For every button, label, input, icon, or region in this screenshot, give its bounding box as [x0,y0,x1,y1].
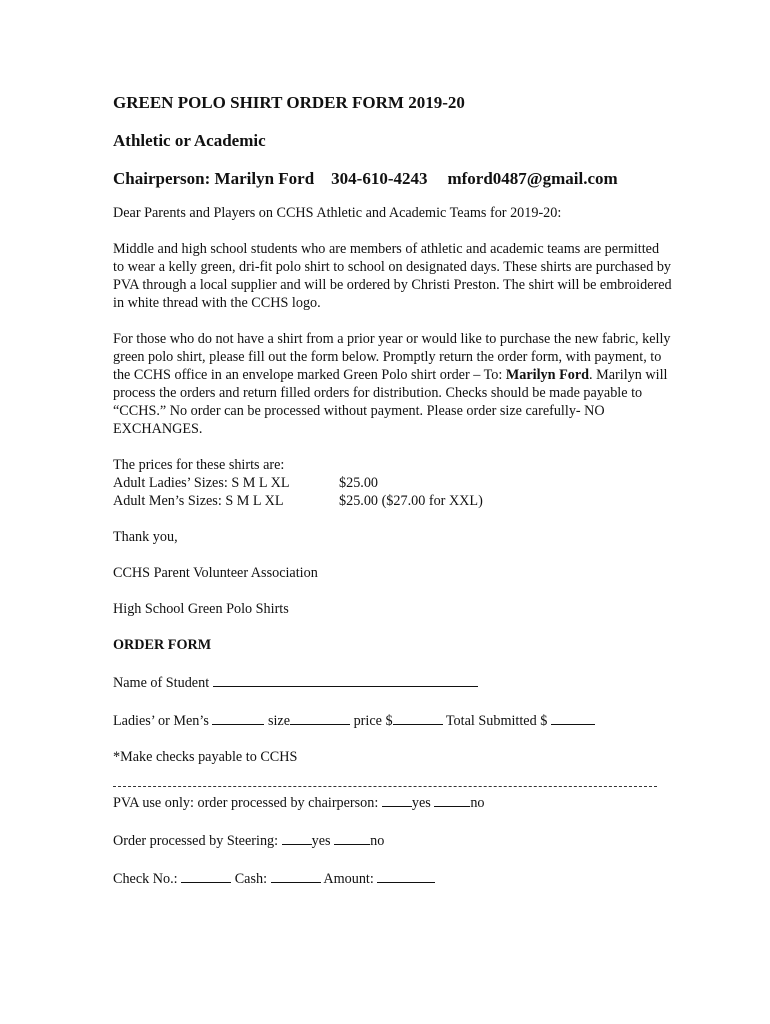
check-number-field[interactable] [181,868,231,883]
checks-note: *Make checks payable to CCHS [113,749,298,765]
price-value: $25.00 ($27.00 for XXL) [339,493,483,509]
price-value: $25.00 [339,475,379,491]
document-page [113,92,673,888]
form-subtitle: Athletic or Academic [113,131,266,150]
instructions-contact-name: Marilyn Ford [505,367,590,383]
cash-label: Cash: [234,871,268,887]
pva-yes-field[interactable] [382,792,412,807]
steering-yes-label: yes [311,833,331,849]
price-label: price $ [353,713,393,729]
steering-no-label: no [370,833,385,849]
chairperson-line [113,168,673,190]
pva-no-label: no [470,795,485,811]
steering-yes-field[interactable] [282,830,312,845]
student-name-field[interactable] [213,672,478,687]
greeting: Dear Parents and Players on CCHS Athletic and Academic Teams for 2019-20: [113,205,562,221]
pva-no-field[interactable] [434,792,470,807]
pva-use-row [113,792,673,812]
steering-row [113,830,673,850]
student-name-row [113,672,673,692]
steering-label: Order processed by Steering: [113,833,279,849]
order-details-row [113,710,673,730]
price-field[interactable] [393,710,443,725]
chairperson-name: Chairperson: Marilyn Ford [113,169,315,188]
product-name: High School Green Polo Shirts [113,601,289,617]
paragraph-instructions [113,330,673,438]
size-label: size [267,713,291,729]
organization-name: CCHS Parent Volunteer Association [113,565,318,581]
ladies-mens-field[interactable] [212,710,264,725]
chairperson-phone: 304-610-4243 [331,169,428,188]
check-number-label: Check No.: [113,871,178,887]
instructions-text-a: For those who do not have a shirt from a prior year or would like to purchase the new fabric, kelly green polo shirt, please fill out the form below. Promptly return the order form, with payment, to the CCHS office in an envelope marked Green Polo shirt order – To: [113,331,671,383]
amount-label: Amount: [323,871,374,887]
cash-field[interactable] [271,868,321,883]
cut-line-divider [113,786,657,787]
pva-use-label: PVA use only: order processed by chairperson: [113,795,379,811]
size-field[interactable] [290,710,350,725]
prices-intro: The prices for these shirts are: [113,457,285,473]
ladies-mens-label: Ladies’ or Men’s [113,713,209,729]
closing-thanks: Thank you, [113,529,178,545]
paragraph-intro: Middle and high school students who are members of athletic and academic teams are permitted to wear a kelly green, dri-fit polo shirt to school on designated days. These shirts are purchased by PVA through a local supplier and will be ordered by Christi Preston. The shirt will be embroidered in white thread with the CCHS logo. [113,241,672,311]
payment-row [113,868,673,888]
order-form-heading: ORDER FORM [113,637,212,653]
price-size-label: Adult Men’s Sizes: S M L XL [113,493,284,509]
steering-no-field[interactable] [334,830,370,845]
price-row [113,474,673,492]
price-row [113,492,673,510]
instructions-text-b: . Marilyn will process the orders and return filled orders for distribution. Checks should be made payable to “CCHS.” No order can be processed without payment. Please order size carefully- NO EXCHANGES. [113,367,668,437]
price-size-label: Adult Ladies’ Sizes: S M L XL [113,475,290,491]
total-submitted-label: Total Submitted $ [445,713,548,729]
chairperson-email: mford0487@gmail.com [447,169,618,188]
pva-yes-label: yes [411,795,431,811]
student-name-label: Name of Student [113,675,210,691]
amount-field[interactable] [377,868,435,883]
form-title: GREEN POLO SHIRT ORDER FORM 2019-20 [113,93,465,112]
total-submitted-field[interactable] [551,710,595,725]
